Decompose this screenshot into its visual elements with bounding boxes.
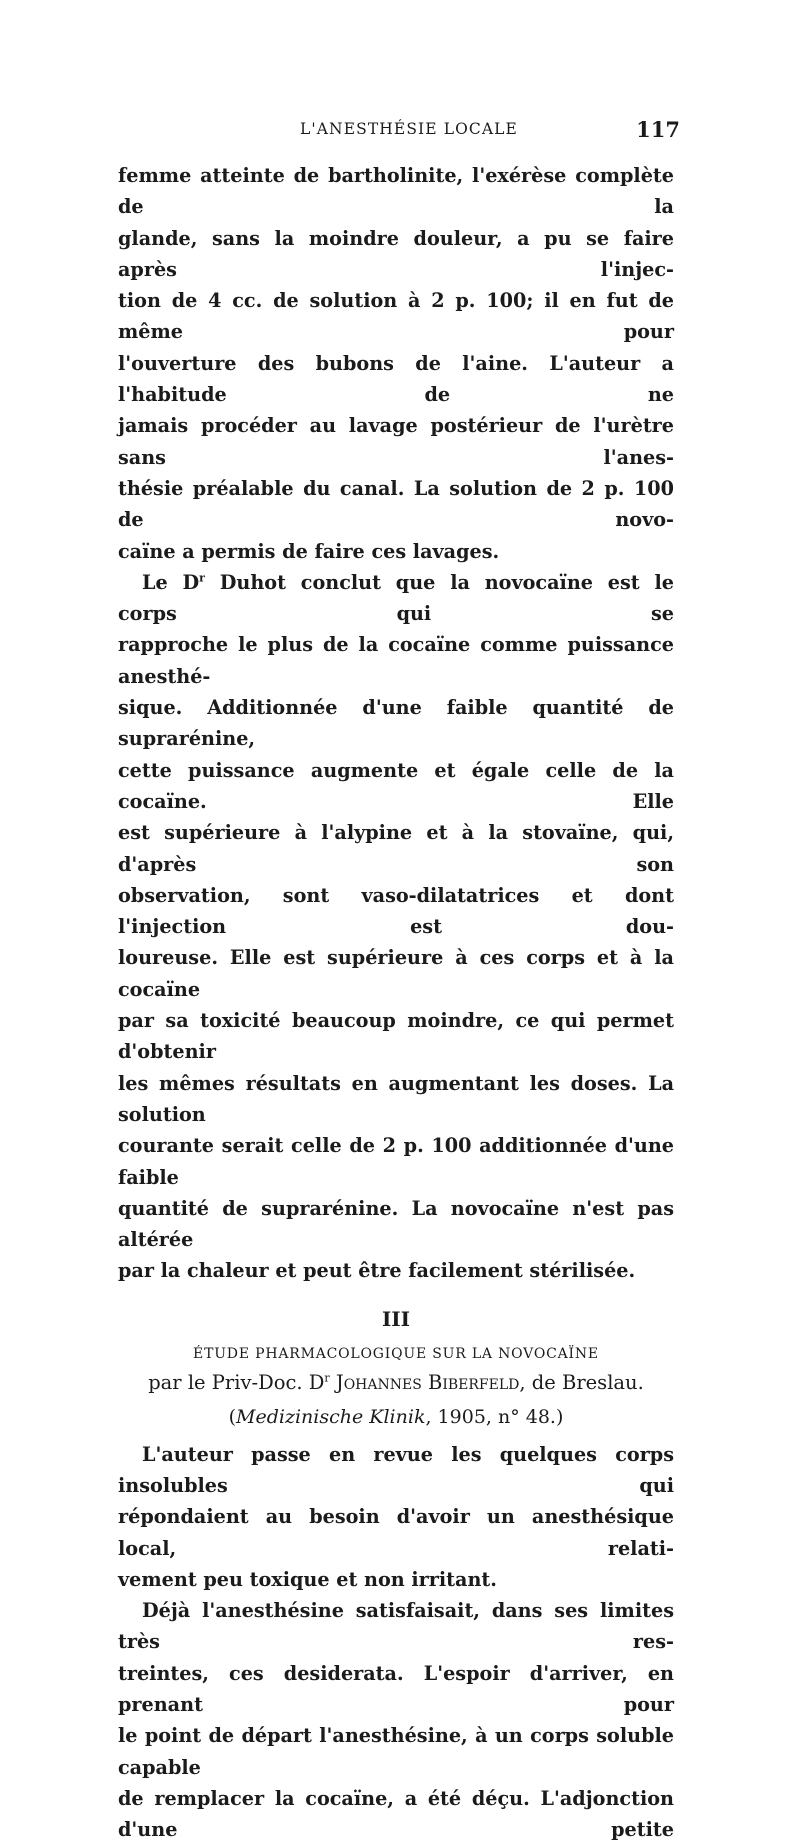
text-line: rapproche le plus de la cocaïne comme puissance anesthé- [118, 633, 674, 688]
citation-rest: , 1905, n° 48.) [425, 1405, 564, 1428]
byline-prefix: par le Priv-Doc. D [148, 1370, 325, 1394]
text-fragment: Le D [142, 570, 200, 594]
text-line: glande, sans la moindre douleur, a pu se faire après l'injec- [118, 226, 674, 281]
text-line: treintes, ces desiderata. L'espoir d'arriver, en prenant pour [118, 1661, 674, 1717]
text-line: tion de 4 cc. de solution à 2 p. 100; il en fut de même pour [118, 289, 674, 344]
text-line: courante serait celle de 2 p. 100 additionnée d'une faible [118, 1134, 674, 1189]
text-line: sique. Additionnée d'une faible quantité de suprarénine, [118, 696, 674, 751]
text-line: le point de départ l'anesthésine, à un corps soluble capable [118, 1724, 674, 1779]
text-line: cette puissance augmente et égale celle de la cocaïne. Elle [118, 758, 674, 813]
text-line: jamais procéder au lavage postérieur de l'urètre sans l'anes- [118, 414, 674, 469]
paragraph-3 [118, 1439, 674, 1595]
text-line: loureuse. Elle est supérieure à ces corps et à la cocaïne [118, 946, 674, 1001]
text-line: est supérieure à l'alypine et à la stovaïne, qui, d'après son [118, 821, 674, 876]
text-line: Déjà l'anesthésine satisfaisait, dans ses limites très res- [118, 1599, 674, 1654]
text-line: femme atteinte de bartholinite, l'exérèse complète de la [118, 164, 674, 219]
section-number: III [381, 1306, 411, 1331]
section-title: ÉTUDE PHARMACOLOGIQUE SUR LA NOVOCAÏNE [193, 1345, 599, 1362]
text-line: observation, sont vaso-dilatatrices et dont l'injection est dou- [118, 883, 674, 939]
citation [118, 1399, 674, 1435]
text-line: quantité de suprarénine. La novocaïne n'est pas altérée [118, 1196, 674, 1252]
superscript: r [199, 571, 205, 585]
citation-open: ( [228, 1405, 237, 1428]
author-name: Johannes Biberfeld [335, 1370, 520, 1394]
paragraph-1 [118, 160, 674, 567]
text-line: par sa toxicité beaucoup moindre, ce qui permet d'obtenir [118, 1009, 674, 1064]
page-number: 117 [636, 117, 680, 142]
page-body [118, 160, 674, 1846]
text-line: par la chaleur et peut être facilement stérilisée. [118, 1259, 636, 1283]
running-title: L'ANESTHÉSIE LOCALE [300, 120, 518, 138]
section-byline [118, 1367, 674, 1399]
superscript: r [324, 1371, 330, 1385]
text-line: l'ouverture des bubons de l'aine. L'auteur a l'habitude de ne [118, 351, 674, 407]
text-line: les mêmes résultats en augmentant les doses. La solution [118, 1071, 674, 1126]
text-line: L'auteur passe en revue les quelques corps insolubles qui [118, 1442, 674, 1497]
text-line: caïne a permis de faire ces lavages. [118, 539, 500, 563]
text-line: de remplacer la cocaïne, a été déçu. L'adjonction d'une petite [118, 1786, 674, 1842]
text-line: thésie préalable du canal. La solution de 2 p. 100 de novo- [118, 476, 674, 532]
journal-name: Medizinische Klinik [236, 1405, 426, 1428]
page-header [120, 117, 680, 148]
text-line: vement peu toxique et non irritant. [118, 1567, 497, 1591]
text-fragment: Duhot conclut que la novocaïne est le corps qui se [118, 570, 674, 626]
paragraph-2 [118, 567, 674, 1287]
paragraph-4 [118, 1595, 674, 1845]
text-line: répondaient au besoin d'avoir un anesthésique local, relati- [118, 1505, 674, 1560]
text-line [118, 567, 674, 630]
byline-suffix: , de Breslau. [519, 1370, 644, 1394]
